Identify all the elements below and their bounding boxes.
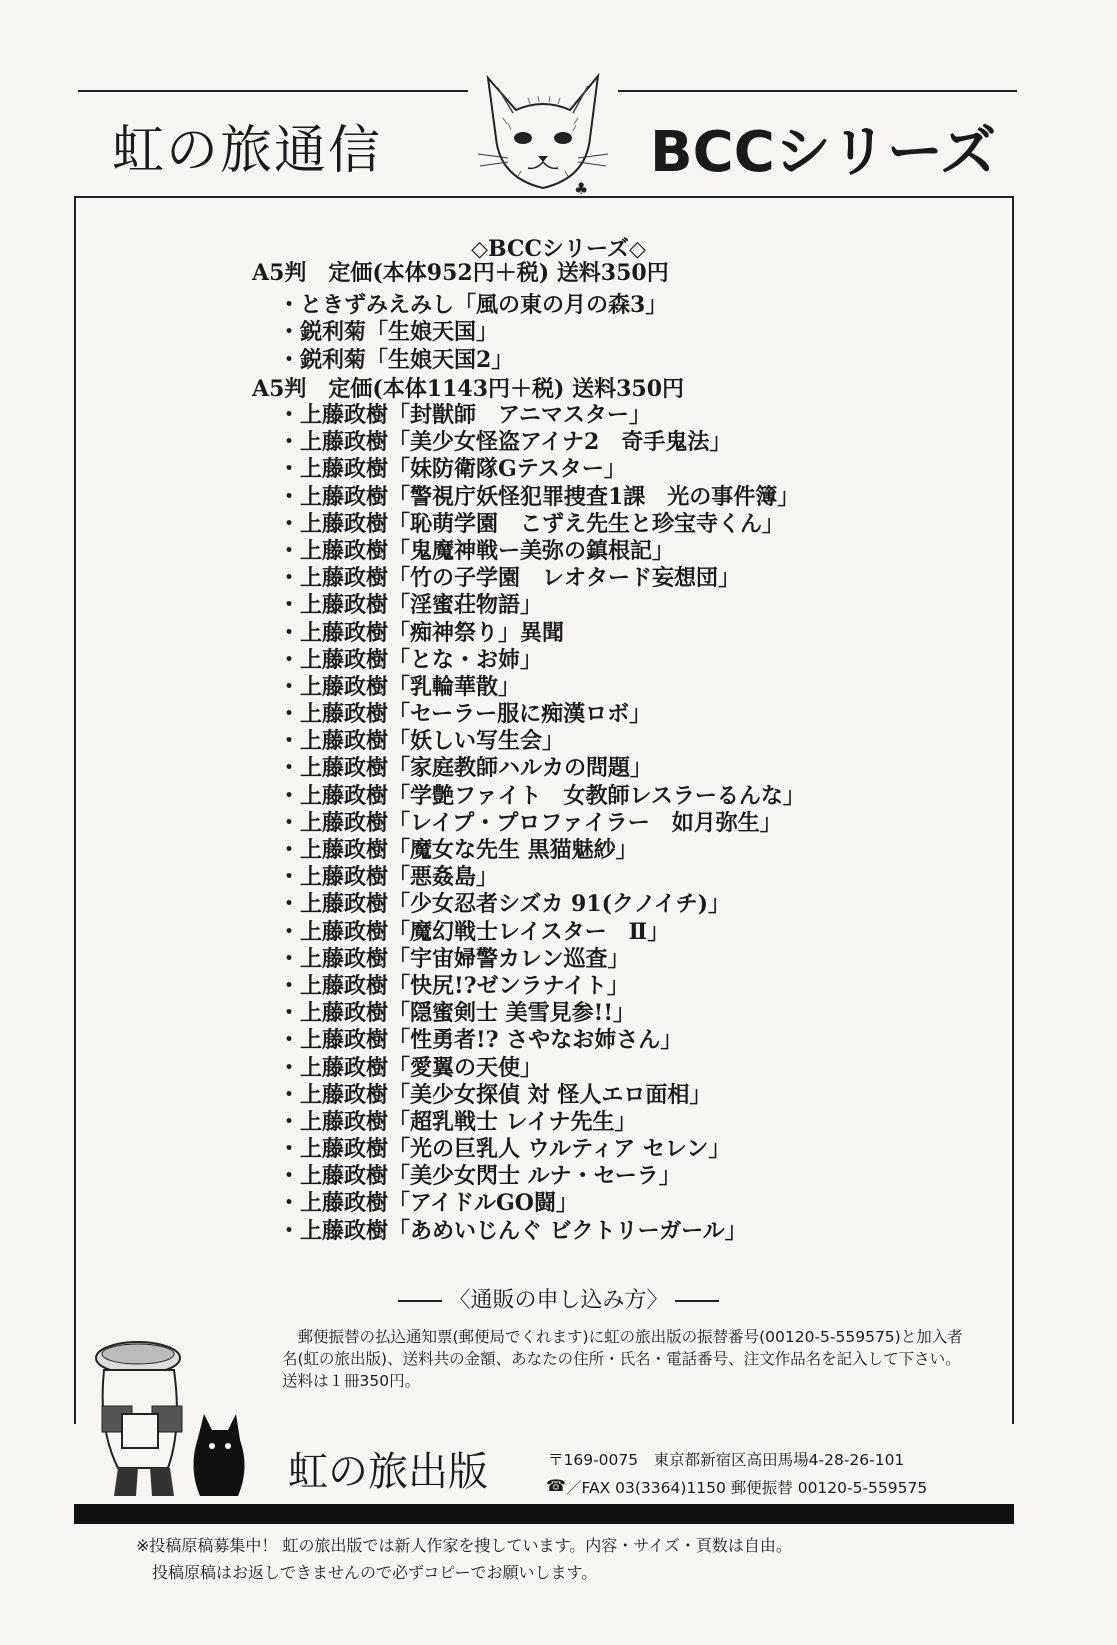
list-item: ・上藤政樹「美少女探偵 対 怪人エロ面相」 (278, 1081, 712, 1108)
footer-bar (74, 1504, 1014, 1524)
list-item: ・鋭利菊「生娘天国」 (278, 319, 499, 346)
list-item: ・上藤政樹「竹の子学園 レオタード妄想団」 (278, 565, 741, 592)
list-item: ・上藤政樹「魔幻戦士レイスター Ⅱ」 (278, 918, 670, 945)
heading-dash-right (675, 1300, 719, 1302)
list-item: ・上藤政樹「学艶ファイト 女教師レスラーるんな」 (278, 782, 805, 809)
list-item: ・上藤政樹「愛翼の天使」 (278, 1054, 543, 1081)
list-item: ・上藤政樹「とな・お姉」 (278, 646, 543, 673)
list-item: ・上藤政樹「家庭教師ハルカの問題」 (278, 755, 653, 782)
list-item: ・上藤政樹「美少女怪盗アイナ2 奇手鬼法」 (278, 429, 732, 456)
list-item: ・上藤政樹「快尻!?ゼンラナイト」 (278, 972, 630, 999)
order-instructions: 郵便振替の払込通知票(郵便局でくれます)に虹の旅出版の振替番号(00120-5-559575)と加入者名(虹の旅出版)、送料共の金額、あなたの住所・氏名・電話番号、注文作品名を記入して下さい。送料は１冊350円。 (282, 1328, 963, 1390)
order-heading (0, 1283, 1117, 1314)
catalog-list-1143 (278, 402, 805, 1245)
list-item: ・上藤政樹「宇宙婦警カレン巡査」 (278, 945, 630, 972)
list-item: ・ときずみえみし「風の東の月の森3」 (278, 292, 668, 318)
series-title: ◇BCCシリーズ◇ (471, 236, 646, 262)
list-item: ・上藤政樹「超乳戦士 レイナ先生」 (278, 1108, 637, 1135)
notice-line-1: ※投稿原稿募集中！ 虹の旅出版では新人作家を捜しています。内容・サイズ・頁数は自由。 (136, 1536, 792, 1555)
list-item: ・上藤政樹「隠蜜剣士 美雪見参!!」 (278, 1000, 635, 1027)
list-item: ・上藤政樹「妹防衛隊Gテスター」 (278, 456, 626, 483)
list-item: ・上藤政樹「アイドルGO闘」 (278, 1190, 578, 1217)
masthead-left: 虹の旅通信 (112, 121, 383, 181)
publisher-address: 〒169-0075 東京都新宿区高田馬場4-28-26-101 (548, 1451, 905, 1469)
list-item: ・上藤政樹「警視庁妖怪犯罪捜査1課 光の事件簿」 (278, 483, 800, 510)
list-item: ・上藤政樹「乳輪華散」 (278, 673, 521, 700)
list-item: ・鋭利菊「生娘天国2」 (278, 346, 514, 373)
mascot-illustration (78, 1318, 278, 1508)
list-item: ・上藤政樹「美少女閃士 ルナ・セーラ」 (278, 1163, 681, 1190)
list-item: ・上藤政樹「痴神祭り」異聞 (278, 619, 565, 646)
list-item: ・上藤政樹「あめいじんぐ ビクトリーガール」 (278, 1217, 747, 1244)
list-item: ・上藤政樹「性勇者!? さやなお姉さん」 (278, 1027, 683, 1054)
list-item: ・上藤政樹「レイプ・プロファイラー 如月弥生」 (278, 809, 782, 836)
price-line-952: A5判 定価(本体952円＋税) 送料350円 (252, 260, 669, 286)
heading-dash-left (398, 1300, 442, 1302)
submission-notice (136, 1532, 792, 1586)
list-item: ・上藤政樹「光の巨乳人 ウルティア セレン」 (278, 1136, 731, 1163)
phone-icon: ☎ (546, 1476, 566, 1495)
list-item: ・上藤政樹「淫蜜荘物語」 (278, 592, 543, 619)
svg-text:♣: ♣ (574, 179, 589, 198)
price-line-1143: A5判 定価(本体1143円＋税) 送料350円 (252, 376, 685, 402)
list-item: ・上藤政樹「セーラー服に痴漢ロボ」 (278, 701, 652, 728)
masthead-right: BCCシリーズ (650, 120, 997, 185)
notice-line-2: 投稿原稿はお返しできませんので必ずコピーでお願いします。 (152, 1563, 598, 1582)
publisher-name: 虹の旅出版 (288, 1449, 488, 1495)
list-item: ・上藤政樹「妖しい写生会」 (278, 728, 565, 755)
list-item: ・上藤政樹「悪姦島」 (278, 864, 499, 891)
list-item: ・上藤政樹「魔女な先生 黒猫魅紗」 (278, 837, 638, 863)
publisher-contact: ／FAX 03(3364)1150 郵便振替 00120-5-559575 (566, 1479, 928, 1497)
list-item: ・上藤政樹「少女忍者シズカ 91(クノイチ)」 (278, 891, 731, 918)
cat-illustration (468, 58, 618, 208)
list-item: ・上藤政樹「恥萌学園 こずえ先生と珍宝寺くん」 (278, 510, 785, 537)
catalog-list-952 (278, 292, 667, 374)
order-heading-text: 〈通販の申し込み方〉 (448, 1288, 669, 1313)
list-item: ・上藤政樹「鬼魔神戦ー美弥の鎮根記」 (278, 537, 675, 564)
list-item: ・上藤政樹「封獣師 アニマスター」 (278, 402, 651, 428)
